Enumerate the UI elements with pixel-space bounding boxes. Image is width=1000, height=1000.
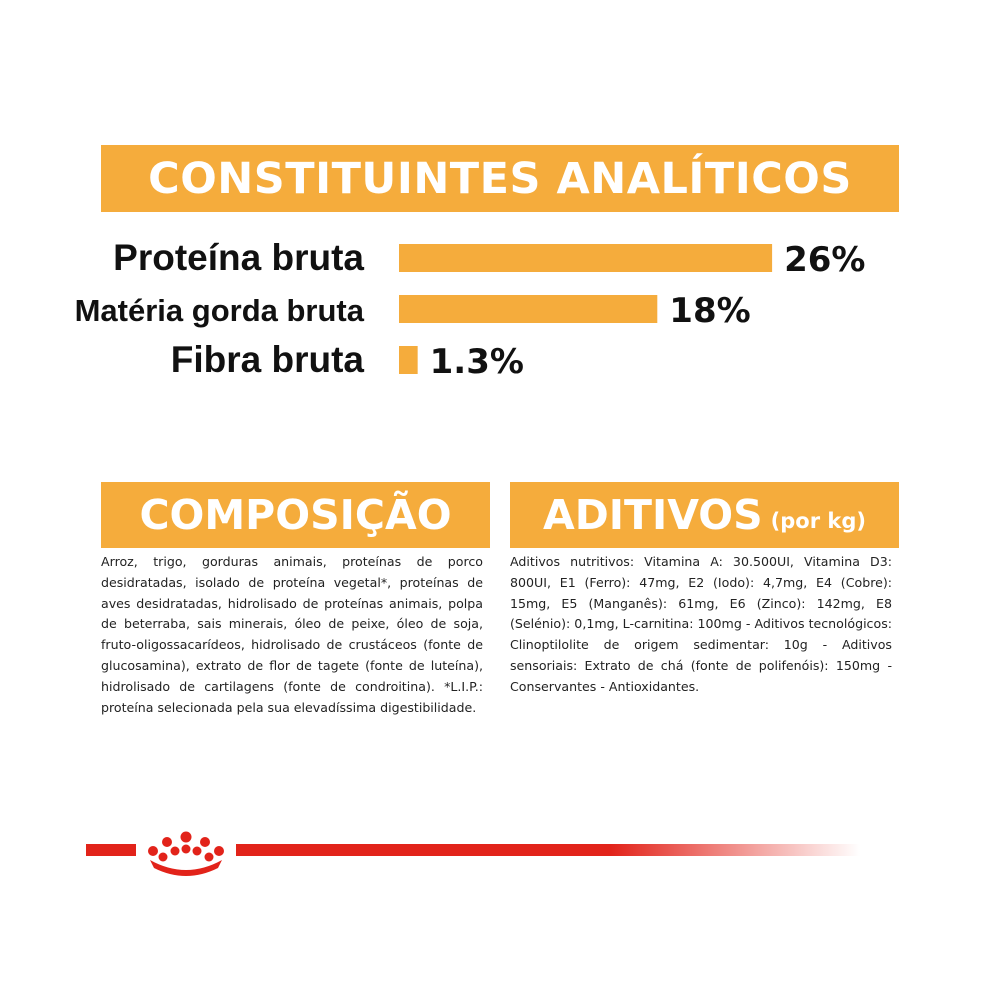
bar-proteina-bruta [399, 244, 772, 272]
crown-icon [148, 832, 224, 877]
bar-materia-gorda-bruta [399, 295, 657, 323]
bar-fibra-bruta [399, 346, 418, 374]
additives-title-banner [510, 482, 899, 548]
analytics-title-banner [101, 145, 899, 212]
value-label-materia-gorda-bruta: 18% [669, 291, 751, 331]
composition-text: Arroz, trigo, gorduras animais, proteínas de porco desidratadas, isolado de proteína vegetal*, proteínas de aves desidratadas, hidrolisado de proteínas animais, polpa de beterraba, sais minerais, óleo de peixe, óleo de soja, fruto-oligossacarídeos, hidrolisado de crustáceos (fonte de glucosamina), extrato de flor de tagete (fonte de luteína), hidrolisado de cartilagens (fonte de condroitina). *L.I.P.: proteína selecionada pela sua elevadíssima digestibilidade. [101, 554, 483, 715]
additives-text: Aditivos nutritivos: Vitamina A: 30.500UI, Vitamina D3: 800UI, E1 (Ferro): 47mg, E2 (Iodo): 4,7mg, E4 (Cobre): 15mg, E5 (Manganês): 61mg, E6 (Zinco): 142mg, E8 (Selénio): 0,1mg, L-carnitina: 100mg - Aditivos tecnológicos: Clinoptilolite de origem sedimentar: 10g - Aditivos sensoriais: Extrato de chá (fonte de polifenóis): 150mg - Conservantes - Antioxidantes. [510, 554, 892, 694]
additives-title: ADITIVOS [543, 491, 763, 539]
footer-line-left [86, 844, 136, 856]
composition-title-banner [101, 482, 490, 548]
composition-title: COMPOSIÇÃO [139, 491, 452, 539]
nutrient-bar-chart [0, 225, 1000, 390]
brand-footer [0, 820, 1000, 880]
footer-line-right [236, 844, 860, 856]
category-label-materia-gorda-bruta: Matéria gorda bruta [74, 293, 364, 328]
category-label-fibra-bruta: Fibra bruta [170, 339, 364, 380]
chart-title: CONSTITUINTES ANALÍTICOS [148, 153, 852, 204]
value-label-fibra-bruta: 1.3% [429, 342, 524, 382]
additives-unit: (por kg) [770, 509, 866, 533]
category-label-proteina-bruta: Proteína bruta [113, 237, 364, 278]
value-label-proteina-bruta: 26% [784, 240, 866, 280]
